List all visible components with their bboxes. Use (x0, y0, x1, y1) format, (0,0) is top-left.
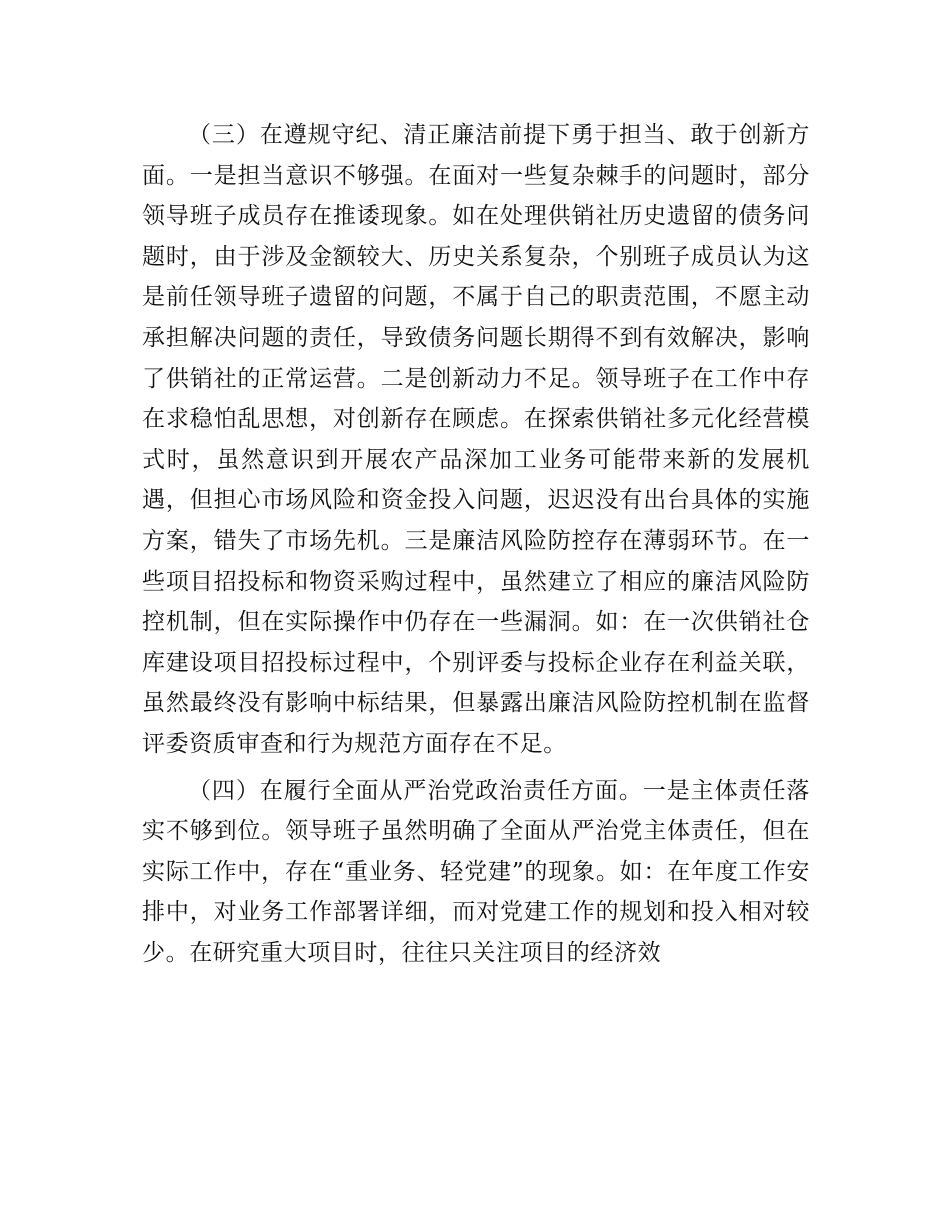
paragraph-section-three: （三）在遵规守纪、清正廉洁前提下勇于担当、敢于创新方面。一是担当意识不够强。在面对一些复杂棘手的问题时，部分领导班子成员存在推诿现象。如在处理供销社历史遗留的债务问题时，由于涉及金额较大、历史关系复杂，个别班子成员认为这是前任领导班子遗留的问题，不属于自己的职责范围，不愿主动承担解决问题的责任，导致债务问题长期得不到有效解决，影响了供销社的正常运营。二是创新动力不足。领导班子在工作中存在求稳怕乱思想，对创新存在顾虑。在探索供销社多元化经营模式时，虽然意识到开展农产品深加工业务可能带来新的发展机遇，但担心市场风险和资金投入问题，迟迟没有出台具体的实施方案，错失了市场先机。三是廉洁风险防控存在薄弱环节。在一些项目招投标和物资采购过程中，虽然建立了相应的廉洁风险防控机制，但在实际操作中仍存在一些漏洞。如：在一次供销社仓库建设项目招投标过程中，个别评委与投标企业存在利益关联，虽然最终没有影响中标结果，但暴露出廉洁风险防控机制在监督评委资质审查和行为规范方面存在不足。 (142, 122, 810, 757)
paragraph-section-four: （四）在履行全面从严治党政治责任方面。一是主体责任落实不够到位。领导班子虽然明确了全面从严治党主体责任，但在实际工作中，存在“重业务、轻党建”的现象。如：在年度工作安排中，对业务工作部署详细，而对党建工作的规划和投入相对较少。在研究重大项目时，往往只关注项目的经济效 (142, 777, 810, 966)
document-body (142, 115, 810, 973)
